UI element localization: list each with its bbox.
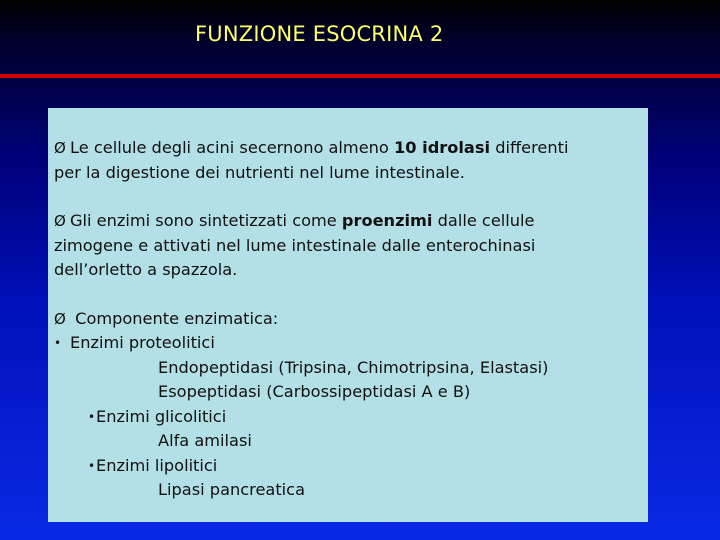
group-proteolitici [54,331,642,356]
arrow-bullet-icon: Ø [54,309,66,328]
p2-line3: dell’orletto a spazzola. [54,260,238,279]
group-label: Enzimi lipolitici [96,455,218,475]
bullet-icon: • [54,336,62,350]
p1-bold: 10 idrolasi [393,138,491,157]
p2-text-before: Gli enzimi sono sintetizzati come [70,211,342,230]
arrow-bullet-icon: Ø [54,212,66,230]
bullet-icon: • [88,458,96,473]
p2-text-after: dalle cellule [432,211,535,230]
p2-line2: zimogene e attivati nel lume intestinale dalle enterochinasi [54,235,536,255]
paragraph-idrolasi [54,136,642,185]
paragraph-componente [54,307,642,503]
bullet-icon: • [88,409,96,424]
list-item: Lipasi pancreatica [158,480,305,499]
p1-text-before: Le cellule degli acini secernono almeno [70,138,394,157]
paragraph-proenzimi [54,209,642,283]
p1-text-after: differenti [490,138,569,157]
componente-heading-text: Componente enzimatica: [70,308,279,328]
list-item: Esopeptidasi (Carbossipeptidasi A e B) [158,382,471,401]
group-label: Enzimi proteolitici [70,333,215,352]
group-glicolitici [54,405,642,430]
slide-title: FUNZIONE ESOCRINA 2 [195,22,444,46]
content-panel [48,108,648,522]
p2-bold: proenzimi [341,211,433,230]
group-label: Enzimi glicolitici [96,406,227,426]
title-underline [0,74,720,78]
p1-line2: per la digestione dei nutrienti nel lume intestinale. [54,162,465,182]
list-item: Alfa amilasi [158,431,252,450]
group-lipolitici [54,454,642,479]
arrow-bullet-icon: Ø [54,139,66,157]
componente-heading [54,307,642,332]
list-item: Endopeptidasi (Tripsina, Chimotripsina, Elastasi) [158,357,549,377]
